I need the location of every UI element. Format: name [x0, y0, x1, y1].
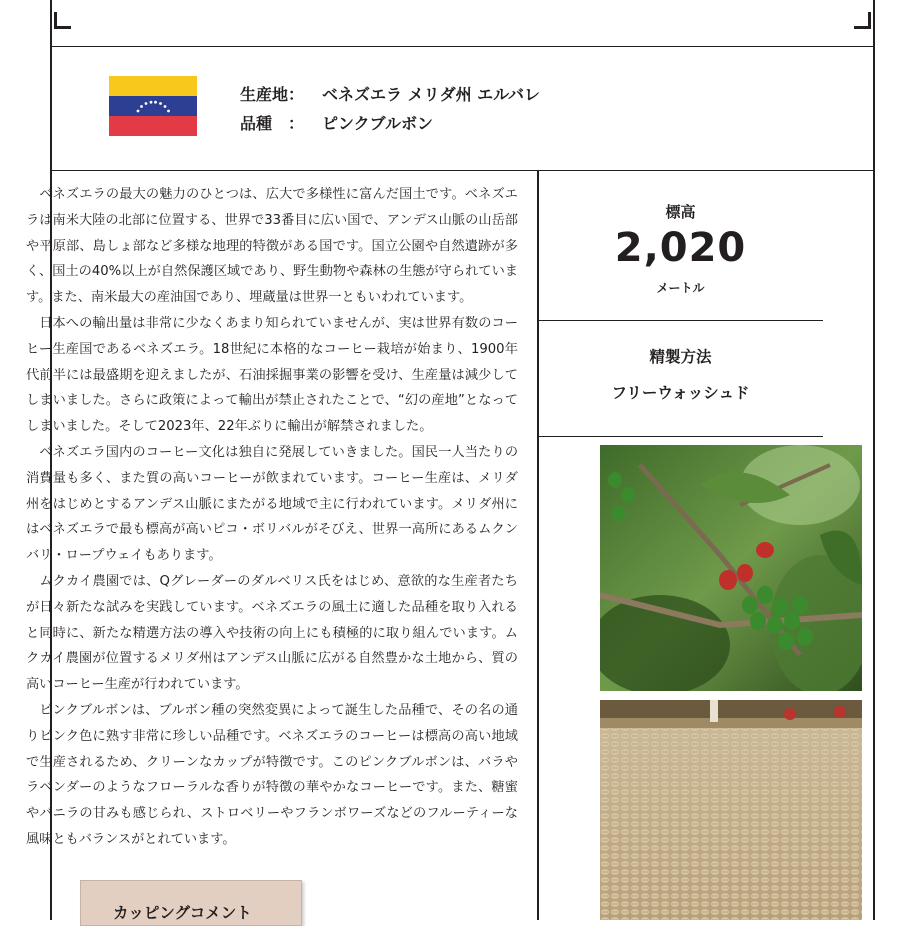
altitude-unit: メートル [656, 281, 705, 295]
region-value: ベネズエラ メリダ州 エルバレ [322, 85, 541, 104]
variety-label: 品種 ： [240, 114, 305, 133]
corner-mark-left [54, 12, 71, 29]
paragraph: ベネズエラ国内のコーヒー文化は独自に発展していきました。国民一人当たりの消費量も多く、また質の高いコーヒーが飲まれています。コーヒー生産は、メリダ州をはじめとするアンデス山脈にまたがる地域で主に行われています。メリダ州にはベネズエラで最も標高が高いピコ・ボリバルがそびえ、世界一高所にあるムクンバリ・ロープウェイもあります。 [26, 444, 518, 564]
origin-info [240, 80, 540, 138]
process-label: 精製方法 [649, 348, 712, 366]
description-text [26, 182, 518, 853]
paragraph: ピンクブルボンは、ブルボン種の突然変異によって誕生した品種で、その名の通りピンク色に熟す非常に珍しい品種です。ベネズエラのコーヒーは標高の高い地域で生産されるため、クリーンなカップが特徴です。このピンクブルボンは、バラやラベンダーのようなフローラルな香りが特徴の華やかなコーヒーです。また、糖蜜やバニラの甘みも感じられ、ストロベリーやフランボワーズなどのフルーティーな風味ともバランスがとれています。 [26, 702, 518, 847]
spec-column [538, 171, 823, 437]
altitude-value: 2,020 [614, 225, 747, 271]
region-label: 生産地： [240, 85, 305, 104]
paragraph: ムクカイ農園では、Qグレーダーのダルベリス氏をはじめ、意欲的な生産者たちが日々新たな試みを実践しています。ベネズエラの風土に適した品種を取り入れると同時に、新たな精選方法の導入や技術の向上にも積極的に取り組んでいます。ムクカイ農園が位置するメリダ州はアンデス山脈に広がる自然豊かな土地から、質の高いコーヒー生産が行われています。 [26, 573, 518, 693]
coffee-cherries-photo [600, 445, 862, 691]
cupping-comment-label: カッピングコメント [113, 904, 252, 922]
paragraph: 日本への輸出量は非常に少なくあまり知られていませんが、実は世界有数のコーヒー生産国であるベネズエラ。18世紀に本格的なコーヒー栽培が始まり、1900年代前半には最盛期を迎えましたが、石油採掘事業の影響を受け、生産量は減少してしまいました。さらに政策によって輸出が禁止されたことで、“幻の産地”となってしまいました。そして2023年、22年ぶりに輸出が解禁されました。 [26, 315, 518, 435]
flag-stars-icon [109, 96, 197, 116]
corner-mark-right [854, 12, 871, 29]
paragraph: ベネズエラの最大の魅力のひとつは、広大で多様性に富んだ国土です。ベネズエラは南米大陸の北部に位置する、世界で33番目に広い国で、アンデス山脈の山岳部や平原部、島しょ部など多様な地理的特徴がある国です。国立公園や自然遺跡が多く、国土の40%以上が自然保護区域であり、野生動物や森林の生態が守られています。また、南米最大の産油国であり、埋蔵量は世界一ともいわれています。 [26, 187, 518, 306]
process-cell [538, 321, 823, 437]
process-value: フリーウォッシュド [611, 384, 750, 402]
venezuela-flag-icon [109, 76, 197, 136]
origin-section [52, 46, 873, 171]
drying-beans-photo [600, 700, 862, 920]
altitude-cell [538, 171, 823, 321]
cupping-comment-tag [80, 880, 302, 926]
variety-value: ピンクブルボン [322, 114, 434, 133]
title-box [52, 0, 873, 47]
altitude-label: 標高 [665, 203, 696, 221]
